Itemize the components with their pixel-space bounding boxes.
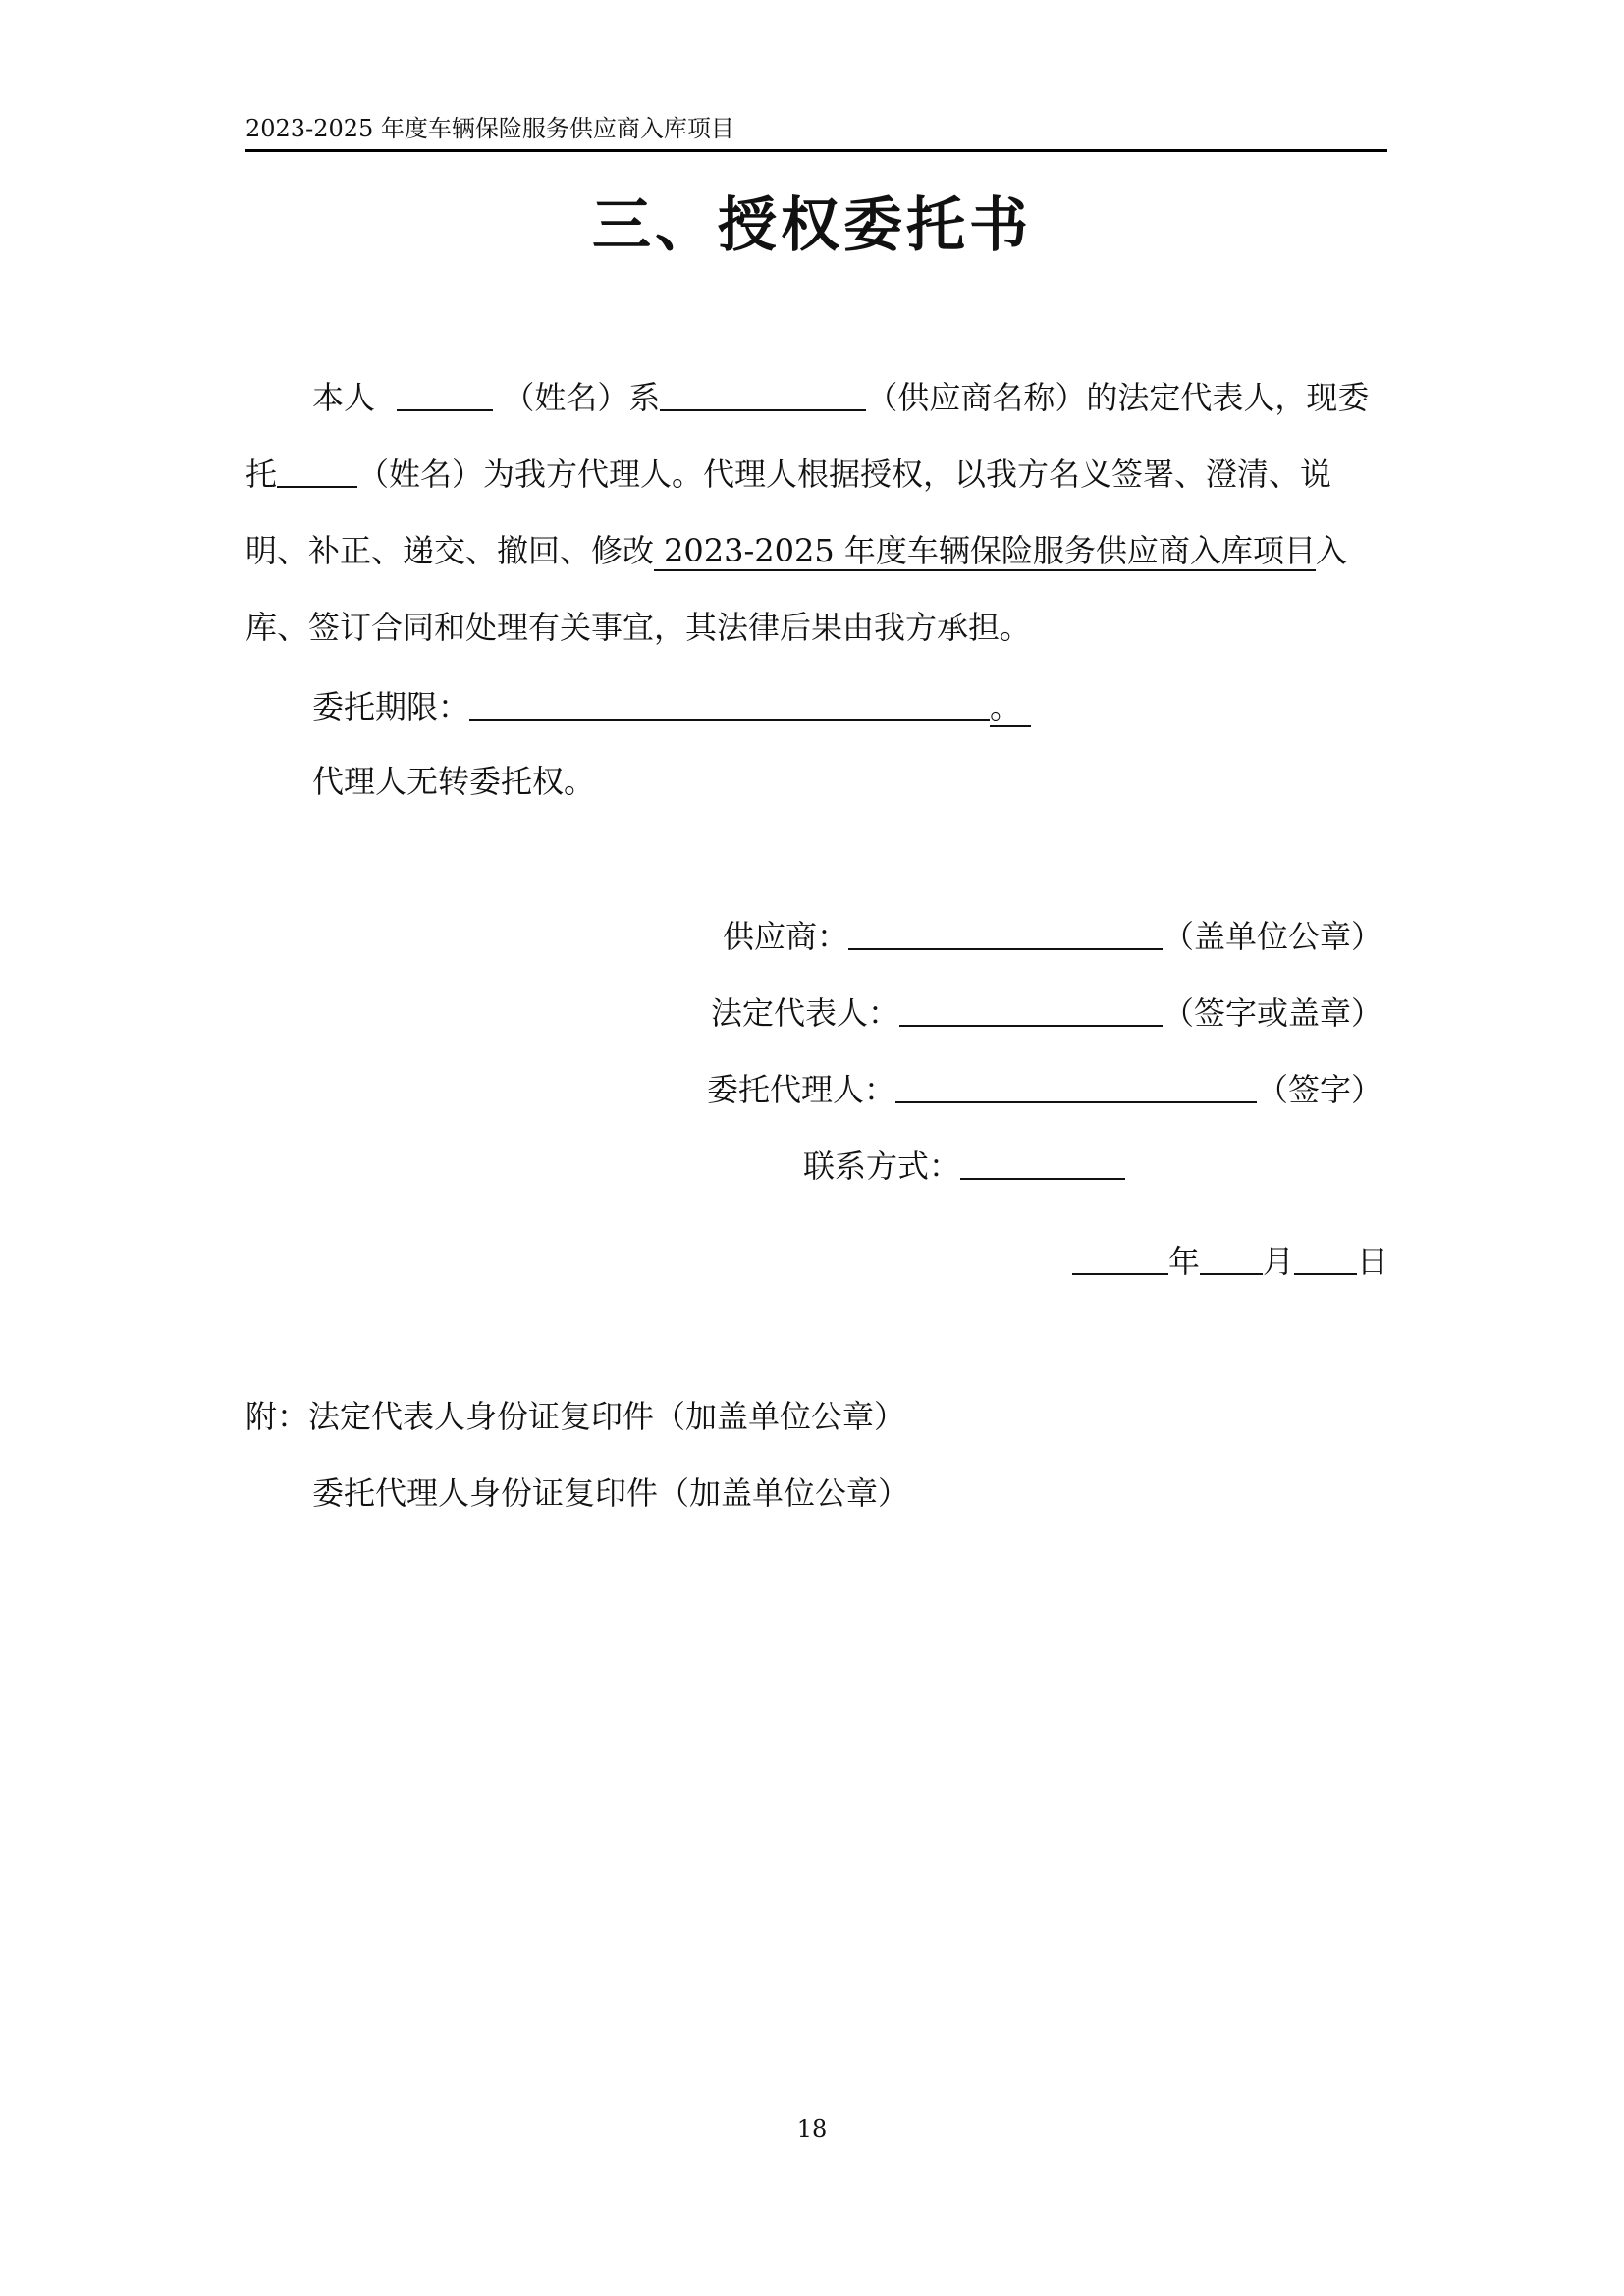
legal-rep-line — [711, 993, 1382, 1033]
month-label: 月 — [1262, 1243, 1294, 1280]
supplier-label: 供应商： — [722, 918, 848, 955]
supplier-note: （盖单位公章） — [1162, 918, 1382, 955]
page-number: 18 — [796, 2115, 828, 2143]
paragraph-line-4 — [245, 608, 1031, 647]
text-tuo: 托 — [245, 455, 278, 493]
agent-note: （签字） — [1256, 1071, 1382, 1108]
agent-label: 委托代理人： — [706, 1071, 895, 1108]
text-consequences: 库、签订合同和处理有关事宜，其法律后果由我方承担。 — [245, 609, 1032, 646]
year-blank[interactable] — [1072, 1244, 1168, 1275]
header-rule — [245, 149, 1387, 152]
text-supplier-hint: （供应商名称）的法定代表人，现委 — [866, 379, 1370, 416]
attachment-1: 附：法定代表人身份证复印件（加盖单位公章） — [245, 1398, 906, 1435]
term-line — [312, 687, 1031, 726]
term-blank[interactable] — [469, 689, 990, 721]
supplier-name-blank[interactable] — [660, 380, 866, 411]
paragraph-line-2 — [245, 454, 1331, 494]
contact-line — [803, 1147, 1125, 1186]
text-actions: 明、补正、递交、撤回、修改 — [245, 532, 655, 569]
contact-label: 联系方式： — [803, 1148, 961, 1185]
legal-rep-blank[interactable] — [899, 995, 1163, 1027]
year-label: 年 — [1167, 1243, 1200, 1280]
text-name-hint: （姓名）系 — [503, 379, 661, 416]
paragraph-line-1 — [312, 378, 1369, 417]
attachment-2: 委托代理人身份证复印件（加盖单位公章） — [312, 1474, 910, 1512]
term-end: 。 — [990, 688, 1031, 727]
principal-name-blank[interactable] — [397, 380, 493, 411]
agent-line — [707, 1070, 1382, 1109]
month-blank[interactable] — [1200, 1244, 1263, 1275]
date-line — [1072, 1242, 1388, 1281]
day-label: 日 — [1356, 1243, 1388, 1280]
text-ben-ren: 本人 — [312, 379, 376, 416]
day-blank[interactable] — [1294, 1244, 1357, 1275]
legal-rep-label: 法定代表人： — [710, 994, 899, 1032]
legal-rep-note: （签字或盖章） — [1162, 994, 1382, 1032]
page-title: 三、授权委托书 — [592, 191, 1032, 260]
contact-blank[interactable] — [960, 1148, 1125, 1180]
running-header: 2023-2025 年度车辆保险服务供应商入库项目 — [245, 115, 734, 142]
supplier-line — [723, 917, 1382, 956]
paragraph-line-3 — [245, 531, 1347, 570]
text-agent-hint: （姓名）为我方代理人。代理人根据授权，以我方名义签署、澄清、说 — [357, 455, 1332, 493]
supplier-blank[interactable] — [848, 919, 1163, 950]
no-sub-delegation: 代理人无转委托权。 — [312, 763, 596, 800]
text-ru: 入 — [1315, 532, 1347, 569]
term-label: 委托期限： — [312, 688, 470, 725]
agent-name-blank[interactable] — [277, 456, 357, 488]
project-name: 2023-2025 年度车辆保险服务供应商入库项目 — [654, 532, 1316, 571]
agent-blank[interactable] — [895, 1072, 1257, 1103]
